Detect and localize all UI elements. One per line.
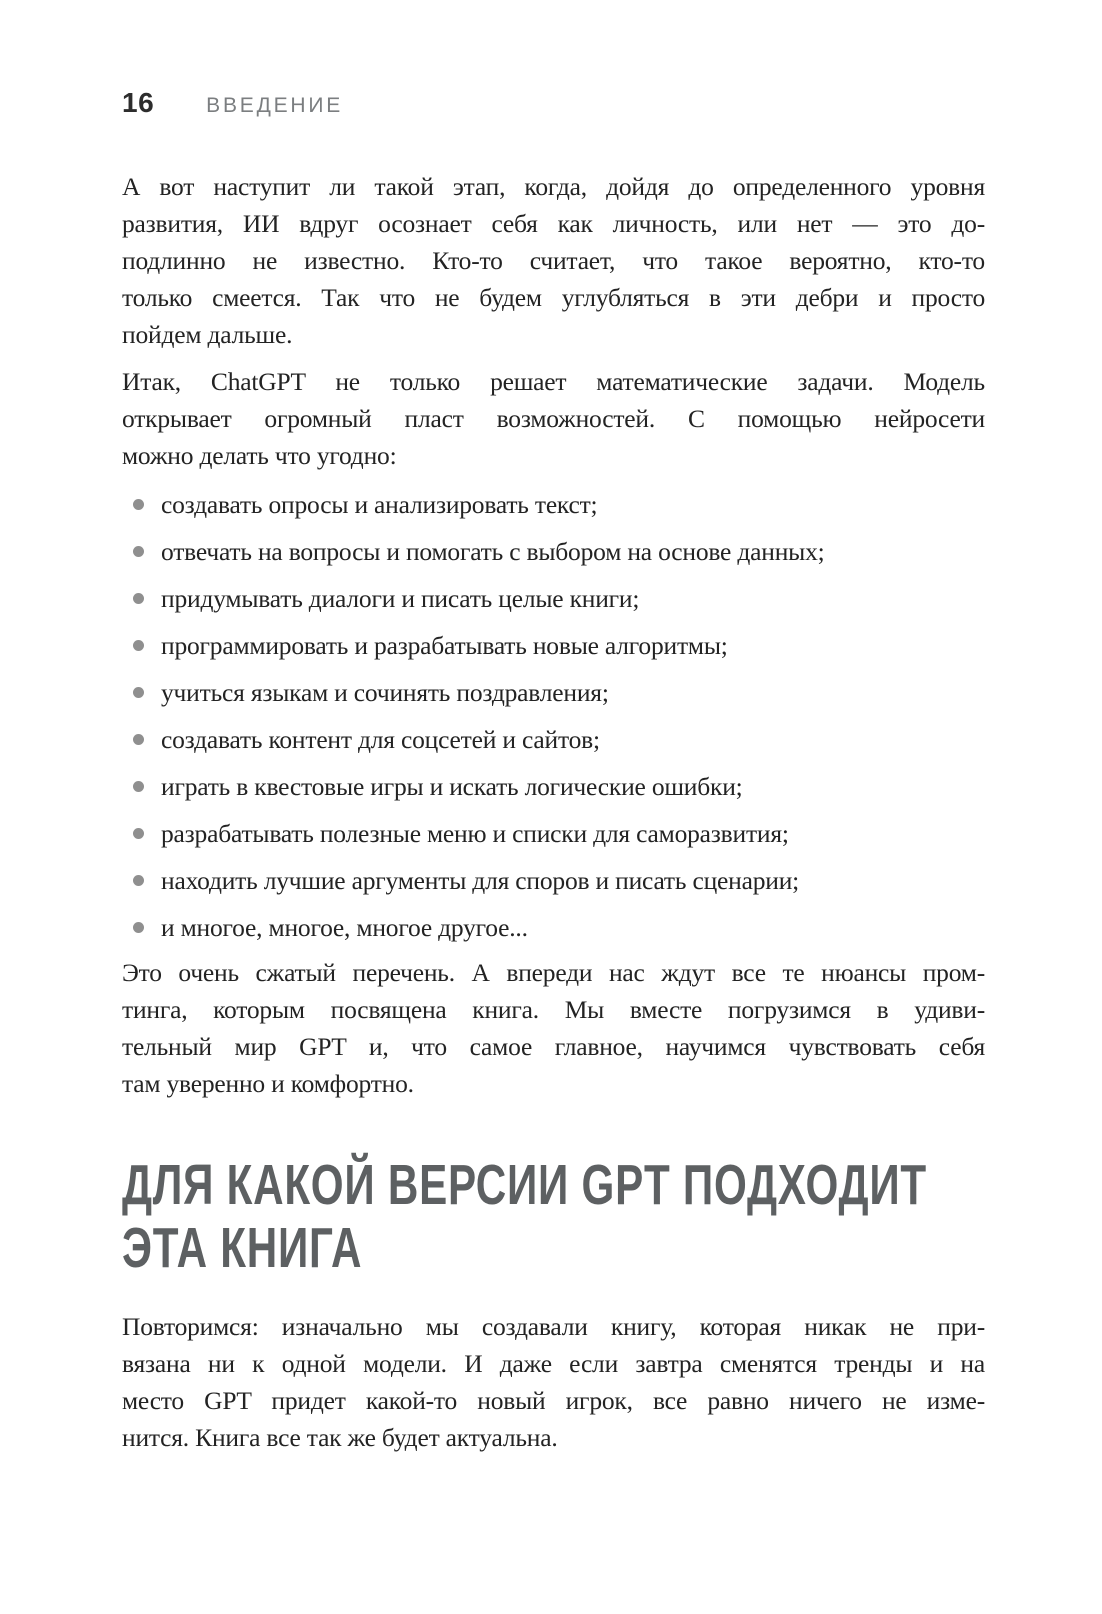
bullet-icon: [133, 922, 144, 933]
bullet-icon: [133, 687, 144, 698]
list-item: [122, 533, 985, 570]
list-item-text: отвечать на вопросы и помогать с выбором на основе данных;: [161, 537, 825, 566]
list-item-text: программировать и разрабатывать новые алгоритмы;: [161, 631, 728, 660]
text-line: можно делать что угодно:: [122, 441, 397, 470]
list-item: [122, 815, 985, 852]
text-line: нится. Книга все так же будет актуальна.: [122, 1423, 558, 1452]
text-line: вязана ни к одной модели. И даже если завтра сменятся тренды и на: [122, 1349, 985, 1378]
list-item-text: играть в квестовые игры и искать логические ошибки;: [161, 772, 743, 801]
running-title: ВВЕДЕНИЕ: [206, 94, 344, 117]
text-line: ДЛЯ КАКОЙ ВЕРСИИ GPT ПОДХОДИТ: [122, 1153, 927, 1217]
text-line: А вот наступит ли такой этап, когда, дойдя до определенного уровня: [122, 172, 985, 201]
text-line: открывает огромный пласт возможностей. С помощью нейросети: [122, 404, 985, 433]
page-header: [122, 88, 985, 118]
text-line: там уверенно и комфортно.: [122, 1069, 414, 1098]
bullet-icon: [133, 828, 144, 839]
text-line: тельный мир GPT и, что самое главное, научимся чувствовать себя: [122, 1032, 985, 1061]
list-item: [122, 627, 985, 664]
list-item-text: создавать контент для соцсетей и сайтов;: [161, 725, 600, 754]
text-line: тинга, которым посвящена книга. Мы вместе погрузимся в удиви-: [122, 995, 985, 1024]
bullet-icon: [133, 734, 144, 745]
bullet-icon: [133, 499, 144, 510]
list-item-text: разрабатывать полезные меню и списки для саморазвития;: [161, 819, 789, 848]
list-item: [122, 674, 985, 711]
text-line: Итак, ChatGPT не только решает математические задачи. Модель: [122, 367, 985, 396]
bullet-icon: [133, 875, 144, 886]
text-line: только смеется. Так что не будем углубляться в эти дебри и просто: [122, 283, 985, 312]
paragraph-version-independent: [122, 1308, 985, 1456]
bullet-icon: [133, 781, 144, 792]
list-item-text: придумывать диалоги и писать целые книги;: [161, 584, 640, 613]
list-item-text: учиться языкам и сочинять поздравления;: [161, 678, 609, 707]
paragraph-summary: [122, 954, 985, 1102]
text-line: подлинно не известно. Кто-то считает, что такое вероятно, кто-то: [122, 246, 985, 275]
text-line: ЭТА КНИГА: [122, 1216, 363, 1280]
paragraph-chatgpt-capabilities-intro: [122, 363, 985, 474]
list-item: [122, 768, 985, 805]
list-item-text: находить лучшие аргументы для споров и писать сценарии;: [161, 866, 800, 895]
list-item: [122, 486, 985, 523]
text-line: место GPT придет какой-то новый игрок, все равно ничего не изме-: [122, 1386, 985, 1415]
list-item: [122, 862, 985, 899]
text-line: пойдем дальше.: [122, 320, 293, 349]
bullet-icon: [133, 546, 144, 557]
capabilities-bullet-list: [122, 486, 985, 946]
list-item: [122, 721, 985, 758]
text-line: развития, ИИ вдруг осознает себя как личность, или нет — это до-: [122, 209, 985, 238]
paragraph-ai-consciousness: [122, 168, 985, 353]
bullet-icon: [133, 640, 144, 651]
section-heading-gpt-version: [122, 1153, 927, 1280]
bullet-icon: [133, 593, 144, 604]
list-item: [122, 580, 985, 617]
page-number: 16: [122, 87, 155, 118]
list-item: [122, 909, 985, 946]
text-line: Это очень сжатый перечень. А впереди нас ждут все те нюансы пром-: [122, 958, 985, 987]
list-item-text: создавать опросы и анализировать текст;: [161, 490, 598, 519]
text-line: Повторимся: изначально мы создавали книгу, которая никак не при-: [122, 1312, 985, 1341]
list-item-text: и многое, многое, многое другое...: [161, 913, 528, 942]
